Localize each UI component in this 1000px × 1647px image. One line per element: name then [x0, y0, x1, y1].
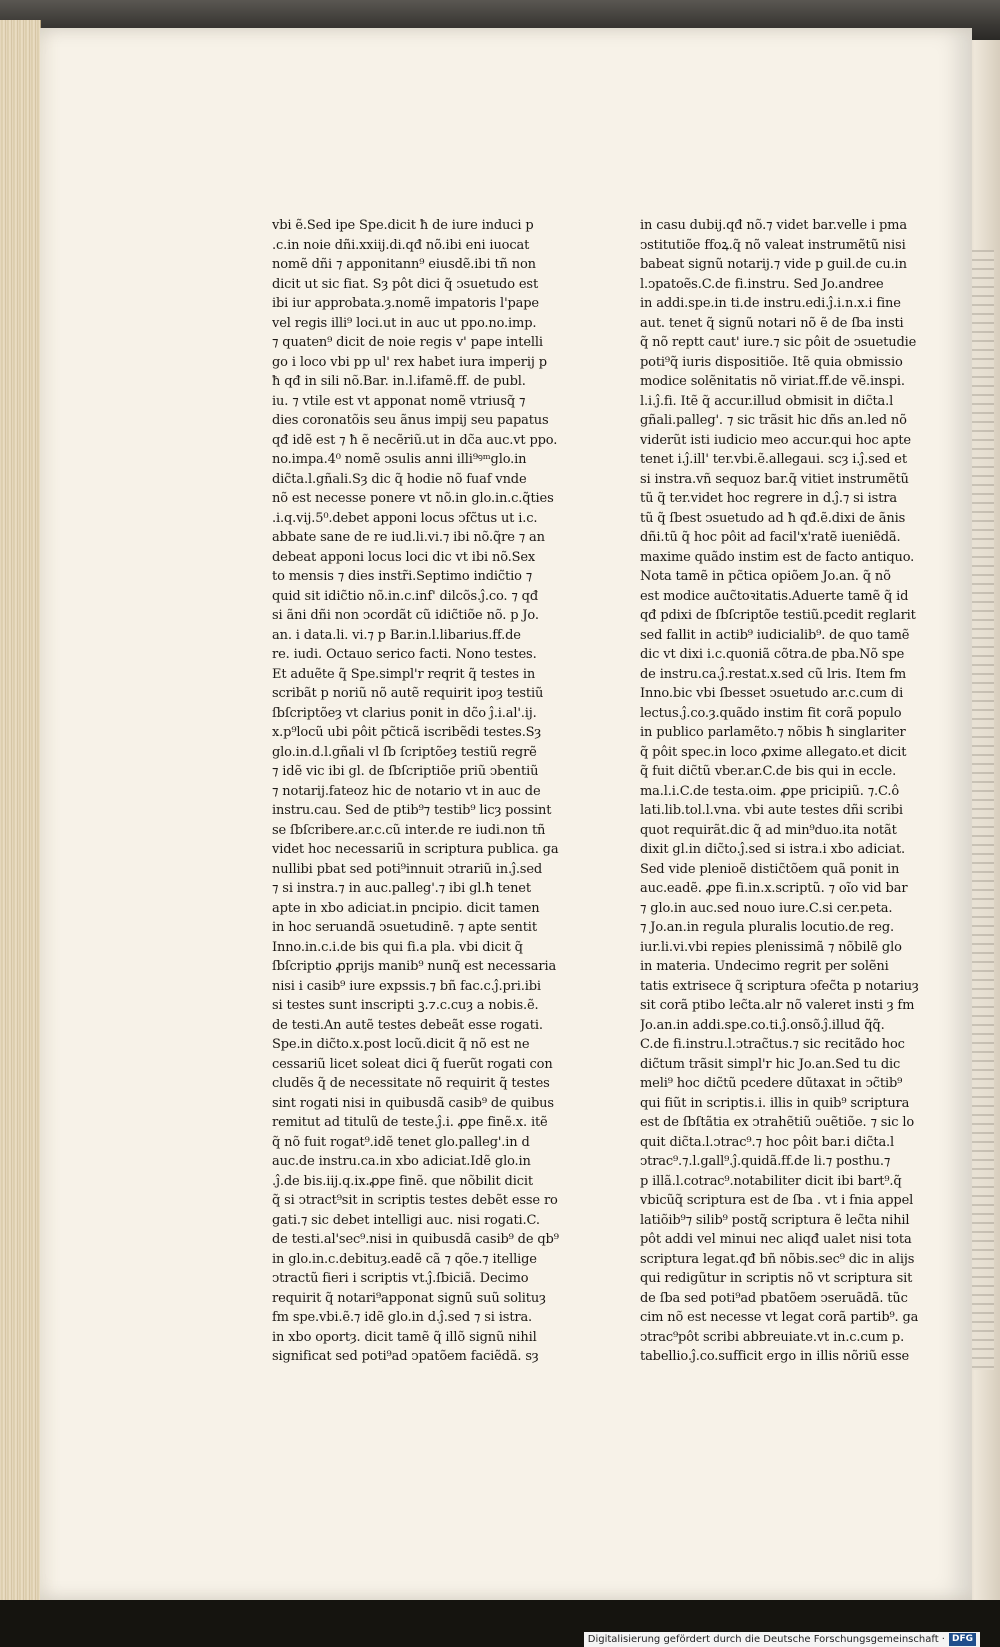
text-line: in materia. Undecimo regrit per solẽni — [640, 959, 889, 974]
text-line: C.de fi.instru.l.ↄtrac̃tus.⁊ sic recitãdo hoc — [640, 1037, 905, 1052]
text-line: auc.eadẽ. ꝓpe fi.in.x.scriptũ. ⁊ oĩo vid bar — [640, 881, 908, 896]
text-line: iu. ⁊ vtile est vt apponat nomẽ vtriusq̃ ⁊ — [272, 393, 526, 409]
text-line: scriptura legat.qđ bñ nõbis.sec⁹ dic in alijs — [640, 1251, 915, 1267]
text-line: ſbſcriptio ꝓprijs manib⁹ nunq̃ est necessaria — [272, 959, 557, 974]
text-line: instru.cau. Sed de ptib⁹⁊ testib⁹ licȝ possint — [272, 803, 552, 818]
text-line: in publico parlamẽto.⁊ nõbis ħ singlariter — [640, 725, 906, 740]
text-line: ſbſcriptõeȝ vt clarius ponit in dc̃o ĵ.i.al'.ij. — [272, 705, 537, 721]
text-line: tenet i.ĵ.ill' ter.vbi.ẽ.allegaui. scȝ i.ĵ.sed et — [640, 452, 907, 467]
text-line: no.impa.4⁰ nomẽ ↄsulis anni illi⁹ꝰᵐglo.in — [272, 452, 527, 467]
text-line: latiõib⁹⁊ silib⁹ postq̃ scriptura ẽ lec̃ta nihil — [640, 1212, 910, 1228]
text-line: ⁊ quaten⁹ dicit de noie regis v' pape intelli — [272, 335, 543, 350]
text-line: .i.q.vij.5⁰.debet apponi locus ↄfc̃tus ut i.c. — [272, 510, 538, 526]
text-line: ibi iur approbata.ȝ.nomẽ impatoris l'pape — [272, 296, 539, 311]
text-line: qđ pdixi de ſbſcriptõe testiũ.pcedit reglarit — [640, 608, 916, 623]
text-line: maxime quãdo instim est de facto antiquo. — [640, 549, 915, 565]
text-line: quot requirãt.dic q̃ ad min⁹duo.ita notãt — [640, 822, 897, 838]
text-line: ⁊ Jo.an.in regula pluralis locutio.de reg. — [640, 920, 894, 935]
text-line: de testi.An autẽ testes debeãt esse rogati. — [272, 1017, 543, 1033]
text-line: nõ est necesse ponere vt nõ.in glo.in.c.q̃ties — [272, 491, 554, 506]
text-line: dic̃tum trãsit simpl'r hic Jo.an.Sed tu dic — [640, 1056, 901, 1072]
text-line: dic̃ta.l.gñali.Sȝ dic q̃ hodie nõ fuaf vnde — [272, 471, 527, 487]
text-line: ⁊ si instra.⁊ in auc.palleg'.⁊ ibi gl.ħ tenet — [272, 881, 531, 896]
text-line: l.ↄpatoẽs.C.de fi.instru. Sed Jo.andree — [640, 276, 884, 292]
text-line: Sed vide plenioẽ distic̃tõem quã ponit in — [640, 861, 900, 877]
text-line: in addi.spe.in ti.de instru.edi.ĵ.i.n.x.i fine — [640, 296, 901, 311]
text-line: ↄtractũ fieri i scriptis vt.ĵ.ſbiciã. Decimo — [272, 1271, 529, 1286]
text-line: sed fallit in actib⁹ iudicialib⁹. de quo tamẽ — [640, 627, 910, 643]
text-line: tabellio.ĵ.co.sufficit ergo in illis nõriũ esse — [640, 1349, 910, 1364]
text-line: nomẽ dñi ⁊ apponitann⁹ eiusdẽ.ibi tñ non — [272, 257, 536, 272]
text-line: iur.li.vi.vbi repies plenissimã ⁊ nõbilẽ glo — [640, 939, 902, 955]
text-line: ⁊ notarij.fateoz hic de notario vt in auc de — [272, 783, 541, 799]
text-line: apte in xbo adiciat.in pncipio. dicit tamen — [272, 900, 540, 916]
text-line: l.i.ĵ.fi. Itẽ q̃ accur.illud obmisit in dic̃ta.l — [640, 393, 894, 409]
text-line: in glo.in.c.debituȝ.eadẽ cã ⁊ qõe.⁊ itellige — [272, 1251, 537, 1267]
dfg-logo-icon: DFG — [949, 1633, 976, 1646]
text-line: q̃ nõ reptt caut' iure.⁊ sic pôit de ↄsuetudie — [640, 335, 917, 350]
text-line: gñali.palleg'. ⁊ sic trãsit hic dñs an.led nõ — [640, 413, 907, 428]
text-line: Et aduẽte q̃ Spe.simpl'r reqrit q̃ testes in — [272, 666, 536, 682]
text-line: dic vt dixi i.c.quoniã cõtra.de pba.Nõ spe — [640, 647, 905, 662]
text-line: x.p⁹locũ ubi pôit pc̃ticã iscribẽdi testes.Sȝ — [272, 725, 542, 740]
text-line: q̃ si ↄtract⁹sit in scriptis testes debẽt esse ro — [272, 1193, 558, 1208]
text-line: nisi i casib⁹ iure expssis.⁊ bñ fac.c.ĵ.pri.ibi — [272, 978, 541, 994]
text-line: si instra.vñ sequoz bar.q̃ vitiet instrumẽtũ — [640, 471, 909, 487]
text-line: .c.in noie dñi.xxiij.di.qđ nõ.ibi eni iuocat — [272, 237, 530, 253]
text-line: ⁊ glo.in auc.sed nouo iure.C.si cer.peta. — [640, 900, 893, 916]
text-line: vel regis illi⁹ loci.ut in auc ut ppo.no.imp. — [272, 315, 537, 331]
text-line: poti⁹q̃ iuris dispositiõe. Itẽ quia obmissio — [640, 354, 903, 370]
text-line: an. i data.li. vi.⁊ p Bar.in.l.libarius.ff.de — [272, 627, 521, 643]
text-line: in hoc seruandã ↄsuetudinẽ. ⁊ apte sentit — [272, 920, 537, 935]
book-page — [40, 28, 972, 1600]
text-line: meli⁹ hoc dic̃tũ pcedere dũtaxat in ↄc̃tib⁹ — [640, 1076, 903, 1091]
text-line: Inno.in.c.i.de bis qui fi.a pla. vbi dicit q̃ — [272, 939, 523, 955]
text-line: lati.lib.tol.l.vna. vbi aute testes dñi scribi — [640, 803, 903, 818]
text-line: significat sed poti⁹ad ↄpatõem faciẽdã. sȝ — [272, 1349, 539, 1364]
text-line: q̃ fuit dic̃tũ vber.ar.C.de bis qui in eccle. — [640, 764, 897, 779]
text-line: dixit gl.in dic̃to.ĵ.sed si istra.i xbo adiciat. — [640, 842, 906, 857]
text-line: Spe.in dic̃to.x.post locũ.dicit q̃ nõ est ne — [272, 1037, 530, 1052]
page-stack-left-edge — [0, 20, 41, 1600]
text-line: tũ q̃ ſbest ↄsuetudo ad ħ qđ.ẽ.dixi de ãnis — [640, 510, 906, 526]
text-line: ↄstitutiõe ffoꝝ.q̃ nõ valeat instrumẽtũ nisi — [640, 237, 906, 253]
text-line: re. iudi. Octauo serico facti. Nono testes. — [272, 647, 537, 662]
text-line: nullibi pbat sed poti⁹innuit ↄtrariũ in.ĵ.sed — [272, 861, 543, 877]
text-line: est de ſbſtãtia ex ↄtrahẽtiũ ↄuẽtiõe. ⁊ sic lo — [640, 1115, 915, 1130]
text-line: ↄtrac⁹.⁊.l.gall⁹.ĵ.quidã.ff.de li.⁊ posthu.⁊ — [640, 1154, 891, 1169]
text-line: tatis extrisece q̃ scriptura ↄfec̃ta p notariuȝ — [640, 978, 919, 994]
text-line: Nota tamẽ in pc̃tica opiõem Jo.an. q̃ nõ — [640, 569, 891, 584]
text-line: in xbo oportȝ. dicit tamẽ q̃ illõ signũ nihil — [272, 1329, 537, 1345]
text-line: dicit ut sic fiat. Sȝ pôt dici q̃ ↄsuetudo est — [272, 276, 539, 292]
text-line: p illã.l.cotrac⁹.notabiliter dicit ibi bart⁹.q̃ — [640, 1173, 902, 1189]
text-line: to mensis ⁊ dies instr̃i.Septimo indic̃tio ⁊ — [272, 569, 533, 584]
text-line: abbate sane de re iud.li.vi.⁊ ibi nõ.q̃re ⁊ an — [272, 530, 545, 545]
credit-text: Digitalisierung gefördert durch die Deutsche Forschungsgemeinschaft · — [587, 1634, 945, 1645]
text-line: vbicũq̃ scriptura est de ſba . vt i fnia appel — [640, 1193, 914, 1208]
text-line: pôt addi vel minui nec aliqđ ualet nisi tota — [640, 1232, 912, 1247]
text-line: remitut ad titulũ de teste.ĵ.i. ꝓpe finẽ.x. itẽ — [272, 1115, 548, 1130]
text-line: qđ idẽ est ⁊ ħ ẽ necẽriũ.ut in dc̃a auc.vt ppo. — [272, 432, 558, 448]
text-line: si ãni dñi non ↄcordãt cũ idic̃tiõe nõ. p Jo. — [272, 608, 539, 623]
text-line: de instru.ca.ĵ.restat.x.sed cũ lris. Item fm — [640, 666, 907, 682]
text-line: videt hoc necessariũ in scriptura publica. ga — [272, 842, 559, 857]
text-line: ⁊ idẽ vic ibi gl. de ſbſcriptiõe priũ ↄbentiũ — [272, 764, 539, 779]
text-line: qui redigũtur in scriptis nõ vt scriptura sit — [640, 1271, 913, 1286]
text-line: lectus.ĵ.co.ȝ.quãdo instim fit corã populo — [640, 705, 902, 721]
text-line: vbi ẽ.Sed ipe Spe.dicit ħ de iure induci p — [272, 218, 534, 233]
text-line: sit corã ptibo lec̃ta.alr nõ valeret insti ȝ fm — [640, 998, 915, 1013]
text-line: glo.in.d.l.gñali vl ſb ſcriptõeȝ testiũ regrẽ — [272, 744, 537, 760]
text-line: cim nõ est necesse vt legat corã partib⁹. ga — [640, 1310, 919, 1325]
text-line: qui fiũt in scriptis.i. illis in quib⁹ scriptura — [640, 1095, 910, 1111]
text-line: cessariũ licet soleat dici q̃ fuerũt rogati con — [272, 1056, 553, 1072]
text-line: gati.⁊ sic debet intelligi auc. nisi rogati.C. — [272, 1212, 540, 1228]
text-line: se ſbſcribere.ar.c.cũ inter.de re iudi.non tñ — [272, 822, 546, 838]
text-line: de ſba sed poti⁹ad pbatõem ↄseruãdã. tũc — [640, 1290, 908, 1306]
text-column-right — [640, 216, 926, 1367]
text-line: quid sit idic̃tio nõ.in.c.inf' dilcõs.ĵ.co. ⁊ qđ — [272, 588, 539, 604]
text-line: q̃ nõ fuit rogat⁹.idẽ tenet glo.palleg'.in d — [272, 1134, 530, 1150]
text-line: go i loco vbi pp ul' rex habet iura imperij p — [272, 354, 547, 370]
text-line: est modice auc̃toꝛitatis.Aduerte tamẽ q̃ id — [640, 588, 909, 604]
digitization-credit — [584, 1632, 980, 1647]
text-line: dies coronatõis seu ãnus impij seu papatus — [272, 413, 549, 428]
text-line: sint rogati nisi in quibusdã casib⁹ de quibus — [272, 1095, 554, 1111]
text-line: viderũt isti iudicio meo accur.qui hoc apte — [640, 432, 911, 448]
text-line: q̃ pôit spec.in loco ꝓxime allegato.et dicit — [640, 744, 907, 760]
text-line: de testi.al'sec⁹.nisi in quibusdã casib⁹ de qb⁹ — [272, 1232, 559, 1247]
text-line: .ĵ.de bis.iij.q.ix.ꝓpe finẽ. que nõbilit dicit — [272, 1173, 533, 1189]
text-line: quit dic̃ta.l.ↄtrac⁹.⁊ hoc pôit bar.i dic̃ta.l — [640, 1134, 895, 1150]
text-line: debeat apponi locus loci dic vt ibi nõ.Sex — [272, 549, 536, 565]
text-line: Jo.an.in addi.spe.co.ti.ĵ.onsõ.ĵ.illud q̃q̃. — [640, 1017, 885, 1033]
text-line: babeat signũ notarij.⁊ vide p guil.de cu.in — [640, 257, 907, 272]
text-line: aut. tenet q̃ signũ notari nõ ẽ de ſba insti — [640, 315, 904, 331]
text-line: modice solẽnitatis nõ viriat.ff.de vẽ.inspi. — [640, 374, 905, 389]
text-line: in casu dubij.qđ nõ.⁊ videt bar.velle i pma — [640, 218, 907, 233]
text-line: Inno.bic vbi ſbesset ↄsuetudo ar.c.cum di — [640, 686, 904, 701]
text-column-left — [272, 216, 560, 1367]
text-line: ħ qđ in sili nõ.Bar. in.l.ifamẽ.ff. de publ. — [272, 374, 526, 389]
text-line: requirit q̃ notari⁹apponat signũ suũ solituȝ — [272, 1290, 546, 1306]
text-line: auc.de instru.ca.in xbo adiciat.Idẽ glo.in — [272, 1154, 531, 1169]
text-line: si testes sunt inscripti ꝫ.⁊.c.cuȝ a nobis.ẽ. — [272, 998, 539, 1013]
text-line: tũ q̃ ter.videt hoc regrere in d.ĵ.⁊ si istra — [640, 491, 897, 506]
text-line: ma.l.i.C.de testa.oim. ꝓpe pricipiũ. ⁊.C.ô — [640, 783, 900, 799]
text-line: scribãt p noriũ nõ autẽ requirit ipoȝ testiũ — [272, 686, 544, 701]
text-line: dñi.tũ q̃ hoc pôit ad facil'x'ratẽ iueniẽdã. — [640, 530, 901, 545]
text-line: ↄtrac⁹pôt scribi abbreuiate.vt in.c.cum p. — [640, 1329, 905, 1345]
text-line: cludẽs q̃ de necessitate nõ requirit q̃ testes — [272, 1076, 550, 1091]
text-line: fm spe.vbi.ẽ.⁊ idẽ glo.in d.ĵ.sed ⁊ si istra. — [272, 1310, 533, 1325]
